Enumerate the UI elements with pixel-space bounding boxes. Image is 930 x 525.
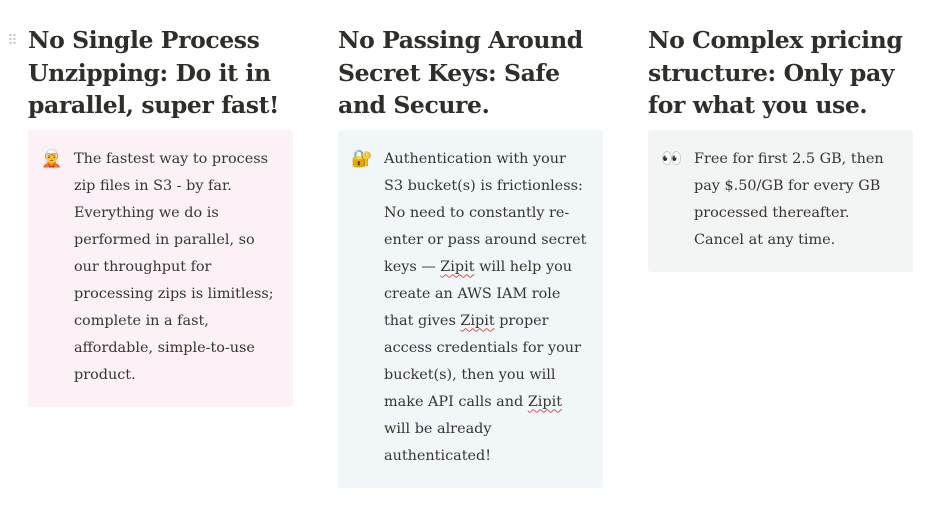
feature-heading: No Single Process Unzipping: Do it in parallel, super fast! (28, 26, 279, 119)
callout-text-part: proper access credentials for your bucket(s), then you will make API calls and (384, 312, 581, 410)
callout-text-part: will help you create an AWS IAM role that gives (384, 258, 573, 329)
product-name-link: Zipit (460, 312, 495, 329)
callout-text (384, 146, 589, 470)
callout-block[interactable] (648, 130, 913, 272)
product-name-link: Zipit (440, 258, 475, 275)
lock-icon[interactable]: 🔐 (351, 148, 373, 169)
callout-block[interactable] (338, 130, 603, 488)
feature-heading: No Complex pricing structure: Only pay for what you use. (648, 26, 903, 119)
feature-heading: No Passing Around Secret Keys: Safe and Secure. (338, 26, 583, 119)
feature-column-unzipping (28, 24, 293, 407)
drag-handle-icon[interactable]: ⠿ (7, 33, 17, 49)
callout-text: The fastest way to process zip files in S3 - by far. Everything we do is performed in parallel, so our throughput for processing zips is limitless; complete in a fast, affordable, simple-to-use product. (74, 150, 274, 383)
eyes-icon[interactable]: 👀 (661, 148, 683, 169)
person-icon[interactable]: 🧝 (41, 148, 63, 169)
product-name-link: Zipit (527, 393, 563, 410)
callout-text: Free for first 2.5 GB, then pay $.50/GB for every GB processed thereafter. Cancel at any time. (694, 150, 884, 248)
feature-column-security (338, 24, 603, 488)
callout-text-part: will be already authenticated! (384, 420, 492, 464)
callout-block[interactable] (28, 130, 293, 407)
feature-column-pricing (648, 24, 913, 272)
callout-text-part: Authentication with your S3 bucket(s) is frictionless: No need to constantly re-enter or pass around secret keys — (384, 150, 587, 275)
